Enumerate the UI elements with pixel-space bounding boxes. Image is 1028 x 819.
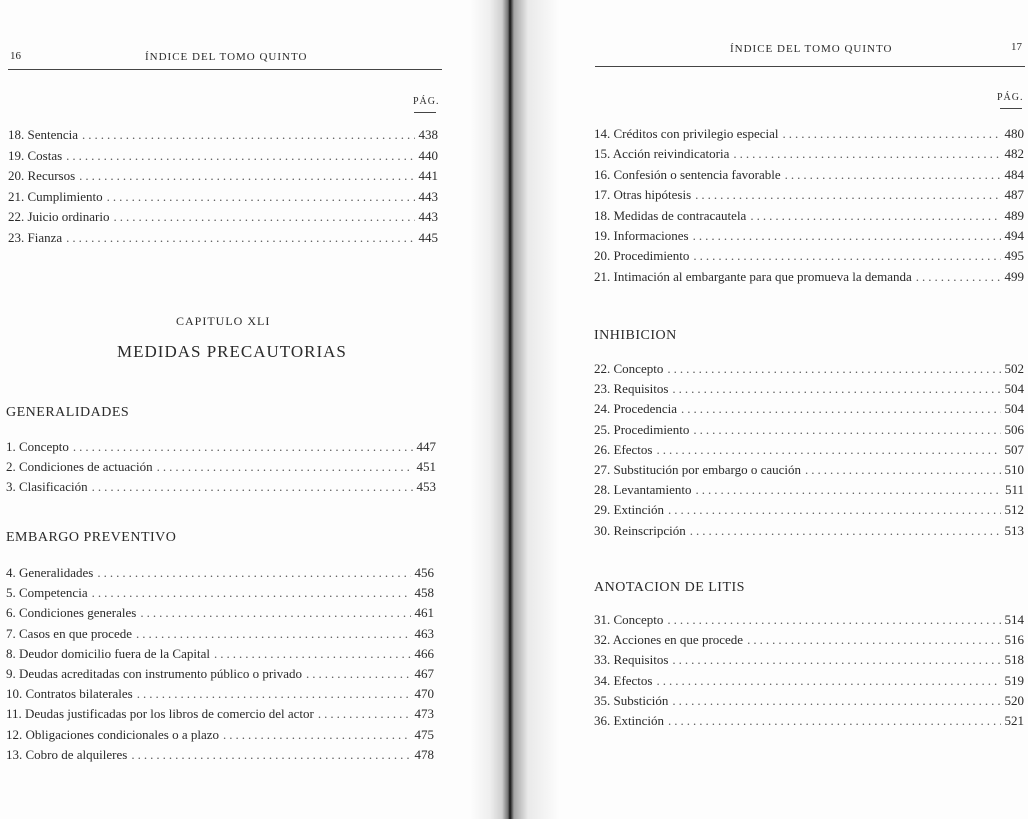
section-heading-generalidades: GENERALIDADES [6,405,130,420]
toc-entry [6,605,434,625]
toc-entry-title: 32. Acciones en que procede [594,632,744,648]
toc-entry-title: 2. Condiciones de actuación [6,459,153,474]
toc-entry [594,401,1024,421]
toc-entry-page: 443 [418,188,438,204]
toc-entry [594,713,1024,733]
dot-leader [695,187,1000,203]
toc-entry-title: 23. Fianza [8,229,63,245]
toc-entry-page: 440 [418,147,438,163]
toc-entry [8,168,438,188]
dot-leader [656,442,1000,458]
chapter-label: CAPITULO XLI [176,314,271,328]
pag-label: PÁG. [413,96,440,107]
toc-entry-page: 458 [414,585,434,601]
dot-leader [667,612,1000,628]
toc-entry-page: 467 [414,666,434,681]
dot-leader [92,479,413,495]
toc-entry-page: 461 [414,605,434,621]
toc-entry-title: 21. Intimación al embargante para que promueva la demanda [594,268,912,284]
toc-entry-page: 518 [1004,652,1024,668]
toc-entry [594,502,1024,522]
toc-entry-page: 475 [414,726,434,742]
toc-entry [594,652,1024,672]
toc-entry-title: 30. Reinscripción [594,522,686,538]
toc-entry-title: 5. Competencia [6,585,88,601]
toc-entry-page: 495 [1004,248,1024,264]
toc-entry-page: 521 [1004,713,1024,728]
page-number: 17 [1011,41,1022,53]
toc-entry [594,361,1024,381]
toc-entry-page: 510 [1004,462,1024,477]
dot-leader [693,422,1000,438]
toc-entry-title: 17. Otras hipótesis [594,187,692,203]
toc-entry [594,612,1024,632]
toc-entry-title: 25. Procedimiento [594,421,690,437]
toc-entry [6,666,434,686]
toc-entry-page: 438 [418,127,438,142]
toc-entry-title: 14. Créditos con privilegio especial [594,126,779,141]
toc-entry-title: 20. Recursos [8,168,76,183]
dot-leader [805,462,1000,478]
toc-entry-page: 489 [1004,207,1024,223]
toc-entry-page: 478 [414,746,434,762]
dot-leader [747,632,1000,648]
dot-leader [695,482,1001,498]
toc-entry [594,167,1024,187]
toc-entry-title: 19. Informaciones [594,228,689,243]
toc-entry-page: 513 [1004,522,1024,538]
toc-entry [8,148,438,168]
toc-entry-title: 7. Casos en que procede [6,625,132,641]
dot-leader [916,269,1001,285]
toc-entry-page: 447 [416,439,436,454]
toc-entry [594,248,1024,268]
toc-entry-title: 24. Procedencia [594,401,678,417]
toc-entry-title: 8. Deudor domicilio fuera de la Capital [6,645,210,661]
toc-entry-title: 6. Condiciones generales [6,605,137,621]
toc-entry-title: 19. Costas [8,147,63,163]
dot-leader [137,686,411,702]
toc-entry-page: 453 [416,479,436,494]
pag-label: PÁG. [997,92,1024,103]
toc-entry-title: 3. Clasificación [6,479,88,494]
toc-entry [6,747,434,767]
toc-entry [594,632,1024,652]
toc-entry [6,479,436,499]
toc-entry [6,646,434,666]
toc-entry [594,381,1024,401]
toc-entry-page: 487 [1004,187,1024,203]
toc-entry-title: 31. Concepto [594,612,664,627]
section-heading-embargo: EMBARGO PREVENTIVO [6,530,177,545]
toc-entry-page: 514 [1004,612,1024,627]
toc-entry-title: 35. Substición [594,692,669,708]
toc-entry-title: 33. Requisitos [594,652,669,668]
toc-entry [6,585,434,605]
toc-entry [594,146,1024,166]
toc-entry-title: 15. Acción reivindicatoria [594,146,730,162]
dot-leader [223,727,411,743]
toc-entry-title: 11. Deudas justificadas por los libros de comercio del actor [6,706,314,722]
toc-entry [594,673,1024,693]
dot-leader [672,693,1000,709]
toc-entry [6,686,434,706]
dot-leader [733,146,1000,162]
toc-entry-page: 466 [414,645,434,661]
toc-entry [8,127,438,147]
toc-entry-page: 504 [1004,401,1024,417]
toc-entry [594,422,1024,442]
toc-entry-title: 13. Cobro de alquileres [6,746,128,762]
toc-entry [6,727,434,747]
pag-underline [1000,108,1022,109]
toc-entry-page: 494 [1004,228,1024,243]
toc-entry-page: 456 [414,565,434,580]
toc-entry-title: 16. Confesión o sentencia favorable [594,166,781,182]
dot-leader [681,401,1000,417]
toc-entry [6,626,434,646]
toc-entry-page: 443 [418,209,438,224]
dot-leader [656,673,1000,689]
toc-entry-page: 463 [414,625,434,641]
dot-leader [690,523,1001,539]
dot-leader [693,228,1001,244]
toc-entry-title: 28. Levantamiento [594,482,692,498]
dot-leader [750,208,1000,224]
dot-leader [97,565,410,581]
dot-leader [66,230,414,246]
dot-leader [92,585,411,601]
running-head: ÍNDICE DEL TOMO QUINTO [145,51,308,63]
toc-entry-page: 511 [1004,482,1024,498]
dot-leader [157,459,413,475]
toc-entry-title: 9. Deudas acreditadas con instrumento público o privado [6,666,303,681]
dot-leader [785,167,1001,183]
dot-leader [79,168,414,184]
toc-entry [594,523,1024,543]
toc-entry-title: 22. Juicio ordinario [8,209,110,224]
toc-entry-title: 34. Efectos [594,672,653,688]
dot-leader [667,361,1000,377]
dot-leader [782,126,1000,142]
toc-entry-page: 520 [1004,692,1024,708]
toc-entry-title: 21. Cumplimiento [8,188,103,204]
toc-entry-title: 10. Contratos bilaterales [6,686,133,702]
dot-leader [672,652,1000,668]
toc-entry [8,230,438,250]
toc-entry [594,693,1024,713]
dot-leader [668,713,1000,729]
toc-entry-page: 499 [1004,268,1024,284]
toc-entry-page: 470 [414,686,434,702]
toc-entry [594,442,1024,462]
toc-entry-page: 502 [1004,361,1024,376]
toc-entry [594,482,1024,502]
toc-entry-page: 451 [416,459,436,474]
toc-entry [594,228,1024,248]
toc-entry-title: 4. Generalidades [6,565,94,580]
toc-entry [594,269,1024,289]
page-number: 16 [10,50,21,62]
toc-entry-page: 516 [1004,632,1024,648]
toc-entry [594,126,1024,146]
toc-entry [594,462,1024,482]
running-head: ÍNDICE DEL TOMO QUINTO [730,43,893,55]
toc-entry [8,189,438,209]
toc-entry-page: 484 [1004,166,1024,182]
toc-entry [6,565,434,585]
chapter-title: MEDIDAS PRECAUTORIAS [117,342,347,361]
header-rule [8,69,442,70]
dot-leader [318,706,411,722]
dot-leader [306,666,410,682]
toc-entry [594,187,1024,207]
toc-entry-title: 22. Concepto [594,361,664,376]
toc-entry-page: 445 [418,229,438,245]
dot-leader [214,646,411,662]
toc-entry-page: 504 [1004,381,1024,397]
dot-leader [73,439,413,455]
dot-leader [672,381,1000,397]
toc-entry-title: 18. Medidas de contracautela [594,207,747,223]
toc-entry-title: 27. Substitución por embargo o caución [594,462,802,477]
dot-leader [107,189,415,205]
section-heading-inhibicion: INHIBICION [594,328,677,343]
toc-entry-title: 20. Procedimiento [594,248,690,264]
toc-entry [8,209,438,229]
toc-entry-title: 18. Sentencia [8,127,79,142]
book-spine-shadow [470,0,560,819]
dot-leader [140,605,410,621]
dot-leader [693,248,1000,264]
toc-entry-page: 512 [1004,502,1024,518]
toc-entry-page: 473 [414,706,434,722]
pag-underline [414,112,436,113]
toc-entry-title: 1. Concepto [6,439,69,454]
section-heading-anotacion: ANOTACION DE LITIS [594,580,745,595]
toc-entry [6,706,434,726]
toc-entry-page: 482 [1004,146,1024,162]
toc-entry-page: 480 [1004,126,1024,141]
dot-leader [668,502,1000,518]
toc-entry-title: 12. Obligaciones condicionales o a plazo [6,726,219,742]
header-rule [595,66,1025,67]
toc-entry-title: 26. Efectos [594,441,653,457]
right-page [560,0,1028,819]
toc-entry [594,208,1024,228]
dot-leader [66,148,414,164]
dot-leader [113,209,414,225]
dot-leader [136,626,411,642]
toc-entry-page: 507 [1004,441,1024,457]
left-page [0,0,470,819]
dot-leader [82,127,414,143]
toc-entry-title: 36. Extinción [594,713,665,728]
toc-entry-page: 506 [1004,421,1024,437]
toc-entry [6,459,436,479]
toc-entry-title: 29. Extinción [594,502,665,518]
dot-leader [131,747,410,763]
toc-entry-page: 441 [418,168,438,183]
toc-entry [6,439,436,459]
toc-entry-title: 23. Requisitos [594,381,669,397]
toc-entry-page: 519 [1004,672,1024,688]
